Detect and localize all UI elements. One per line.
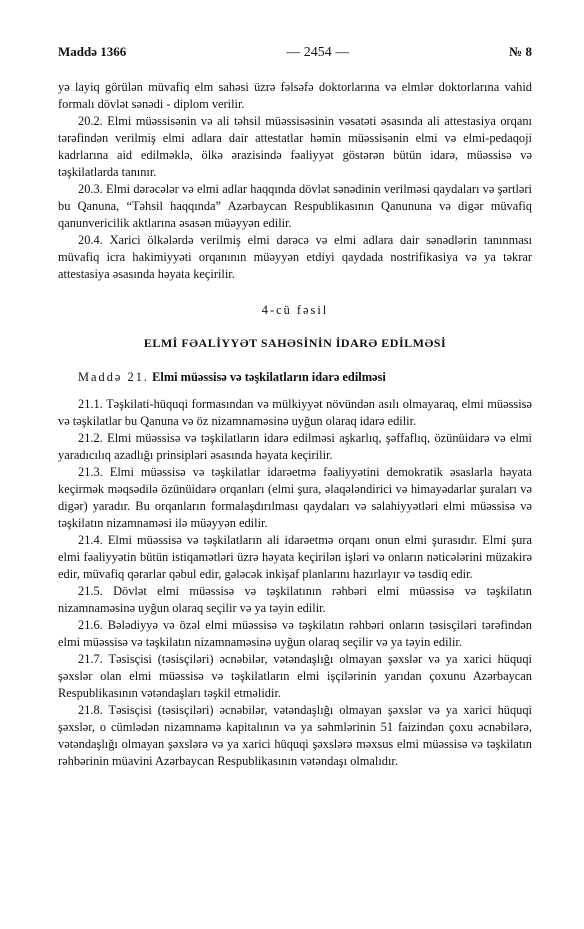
header-article-number: Maddə 1366: [58, 44, 127, 59]
paragraph-21-4: 21.4. Elmi müəssisə və təşkilatların ali idarəetmə orqanı onun elmi şurasıdır. Elmi şura elmi fəaliyyətin bütün istiqamətləri üzrə həyata keçirilən işləri və onların nəticələrini müzakirə edir, müvafiq qərarlar qəbul edir, gələcək inkişaf planlarını hazırlayır və təsdiq edir.: [58, 533, 532, 581]
article-title: Elmi müəssisə və təşkilatların idarə edilməsi: [152, 370, 386, 384]
paragraph-21-5: 21.5. Dövlət elmi müəssisə və təşkilatının rəhbəri elmi müəssisə və təşkilatın nizamnaməsinə uyğun olaraq seçilir və ya təyin edilir.: [58, 584, 532, 615]
paragraph-21-6: 21.6. Bələdiyyə və özəl elmi müəssisə və təşkilatın rəhbəri onların təsisçiləri tərəfindən elmi müəssisə və təşkilatın nizamnaməsinə uyğun olaraq seçilir və ya təyin edilir.: [58, 618, 532, 649]
paragraph-21-2: 21.2. Elmi müəssisə və təşkilatların idarə edilməsi aşkarlıq, şəffaflıq, özünüidarə və elmi yaradıcılıq azadlığı prinsipləri əsasında həyata keçirilir.: [58, 431, 532, 462]
chapter-heading: 4-cü fəsil: [261, 303, 329, 317]
paragraph-21-7: 21.7. Təsisçisi (təsisçiləri) əcnəbilər, vətəndaşlığı olmayan şəxslər və ya xarici hüquqi şəxslər olan elmi müəssisə və təşkilatların elmi işçilərinin yarıdan çoxunu Azərbaycan Respublikasının vətəndaşları təşkil etməlidir.: [58, 652, 532, 700]
section-title: ELMİ FƏALİYYƏT SAHƏSİNİN İDARƏ EDİLMƏSİ: [143, 336, 447, 350]
article-label: Maddə 21.: [78, 370, 149, 384]
header-issue-number: № 8: [509, 44, 532, 59]
page-header: [58, 44, 532, 61]
document-page: [58, 44, 532, 770]
paragraph-21-3: 21.3. Elmi müəssisə və təşkilatlar idarəetmə fəaliyyətini demokratik əsaslarla həyata keçirmək məqsədilə özünüidarə orqanları (elmi şura, əlaqələndirici və himayədarlar şuraları və digər) yaradır. Bu orqanların formalaşdırılması qaydaları və səlahiyyətləri elmi müəssisə və təşkilatın nizamnaməsi ilə müəyyən edilir.: [58, 465, 532, 530]
paragraph-20-3: 20.3. Elmi dərəcələr və elmi adlar haqqında dövlət sənədinin verilməsi qaydaları və şərtləri bu Qanuna, “Təhsil haqqında” Azərbaycan Respublikasının Qanununa və digər müvafiq qanunvericilik aktlarına əsasən müəyyən edilir.: [58, 182, 532, 230]
paragraph-21-8: 21.8. Təsisçisi (təsisçiləri) əcnəbilər, vətəndaşlığı olmayan şəxslər və ya xarici hüquqi şəxslər, o cümlədən nizamnamə kapitalının və ya səhmlərinin 51 faizindən çoxu əcnəbilərə, vətəndaşlığı olmayan şəxslərə və ya xarici hüquqi şəxslərə məxsus elmi müəssisə və təşkilatın rəhbərinin müavini Azərbaycan Respublikasının vətəndaşı olmalıdır.: [58, 703, 532, 768]
header-page-number: — 2454 —: [286, 45, 350, 60]
paragraph-20-2: 20.2. Elmi müəssisənin və ali təhsil müəssisəsinin vəsatəti əsasında ali attestasiya orqanı tərəfindən verilmiş elmi adlara dair attestatlar həmin müəssisənin elmi və elmi-pedaqoji kadrlarına aid edilməklə, ölkə ərazisində fəaliyyət göstərən bütün idarə, müəssisə və təşkilatlarda tanınır.: [58, 114, 532, 179]
paragraph-20-4: 20.4. Xarici ölkələrdə verilmiş elmi dərəcə və elmi adlara dair sənədlərin tanınması müvafiq icra hakimiyyəti orqanının müəyyən etdiyi qaydada nostrifikasiya və ya təkrar attestasiya əsasında həyata keçirilir.: [58, 233, 532, 281]
article-heading: [58, 369, 532, 386]
paragraph-20-1-cont: yə layiq görülən müvafiq elm sahəsi üzrə fəlsəfə doktorlarına və elmlər doktorlarına vahid formalı dövlət sənədi - diplom verilir.: [58, 80, 532, 111]
paragraph-21-1: 21.1. Təşkilati-hüquqi formasından və mülkiyyət növündən asılı olmayaraq, elmi müəssisə və təşkilatlar bu Qanuna və öz nizamnaməsinə uyğun olaraq idarə edilir.: [58, 397, 532, 428]
